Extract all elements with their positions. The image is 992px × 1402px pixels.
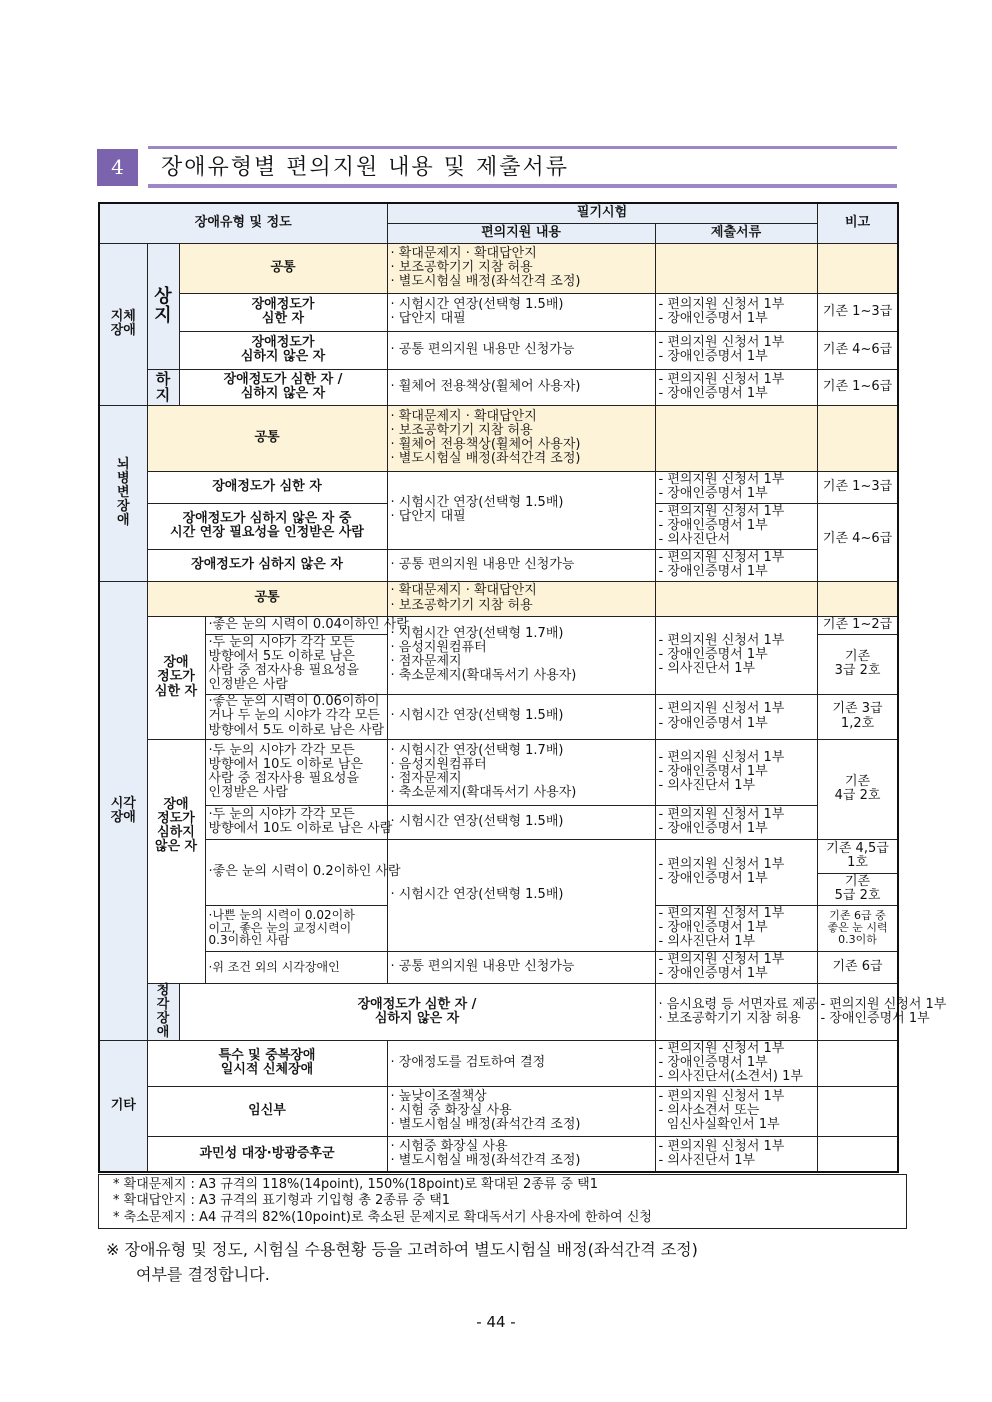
physical-common-support: · 확대문제지 · 확대답안지 · 보조공학기기 지참 허용 · 별도시험실 배정(좌석간격 조정) [387, 243, 655, 293]
physical-category: 지체 장애 [99, 243, 147, 405]
physical-mild-support: · 공통 편의지원 내용만 신청가능 [387, 331, 655, 369]
section-number: 4 [97, 149, 138, 186]
visual-severe-crit-3: ·좋은 눈의 시력이 0.06이하이 거나 두 눈의 시야가 각각 모든 방향에서 5도 이하로 남은 사람 [205, 694, 387, 739]
other-special-note [817, 1040, 898, 1086]
visual-mild-crit-3: ·좋은 눈의 시력이 0.2이하인 사람 [205, 839, 387, 905]
brain-common-label: 공통 [147, 405, 387, 471]
visual-mild-crit-4: ·나쁜 눈의 시력이 0.02이하 이고, 좋은 눈의 교정시력이 0.3이하인 사람 [205, 905, 387, 951]
other-special-support: · 장애정도를 검토하여 결정 [387, 1040, 655, 1086]
brain-mild-support: · 공통 편의지원 내용만 신청가능 [387, 549, 655, 581]
support-table [98, 202, 947, 1173]
brain-severe-support: · 시험시간 연장(선택형 1.5배) · 답안지 대필 [387, 471, 655, 549]
visual-mild-support-1: · 시험시간 연장(선택형 1.7배) · 음성지원컴퓨터 · 점자문제지 · 축소문제지(확대독서기 사용자) [387, 739, 655, 805]
header-support: 편의지원 내용 [387, 223, 655, 243]
brain-severe-note: 기존 1~3급 [817, 471, 898, 503]
visual-mild-docs-2: - 편의지원 신청서 1부 - 장애인증명서 1부 [655, 805, 817, 839]
visual-mild-docs-5: - 편의지원 신청서 1부 - 장애인증명서 1부 [655, 951, 817, 983]
other-pregnant-support: · 높낮이조절책상 · 시험 중 화장실 사용 · 별도시험실 배정(좌석간격 조정) [387, 1086, 655, 1136]
visual-severe-support-3: · 시험시간 연장(선택형 1.5배) [387, 694, 655, 739]
brain-mild-label: 장애정도가 심하지 않은 자 [147, 549, 387, 581]
physical-mild-label: 장애정도가 심하지 않은 자 [179, 331, 387, 369]
visual-mild-crit-1: ·두 눈의 시야가 각각 모든 방향에서 10도 이하로 남은 사람 중 점자사용 필요성을 인정받은 사람 [205, 739, 387, 805]
remark [106, 1238, 906, 1288]
remark-line-1: ※ 장애유형 및 정도, 시험실 수용현황 등을 고려하여 별도시험실 배정(좌석간격 조정) [106, 1240, 698, 1259]
other-bladder-note [817, 1136, 898, 1172]
header-documents: 제출서류 [655, 223, 817, 243]
visual-mild-note-3a: 기존 4,5급 1호 [817, 839, 898, 873]
footnotes [98, 1174, 907, 1229]
visual-common-docs [655, 581, 817, 616]
brain-mid-docs: - 편의지원 신청서 1부 - 장애인증명서 1부 - 의사진단서 [655, 503, 817, 549]
physical-severe-docs: - 편의지원 신청서 1부 - 장애인증명서 1부 [655, 293, 817, 331]
visual-mild-docs-1: - 편의지원 신청서 1부 - 장애인증명서 1부 - 의사진단서 1부 [655, 739, 817, 805]
visual-mild-support-3: · 시험시간 연장(선택형 1.5배) [387, 839, 655, 951]
physical-common-label: 공통 [179, 243, 387, 293]
other-bladder-label: 과민성 대장·방광증후군 [147, 1136, 387, 1172]
footnote-enlarged-paper: * 확대문제지 : A3 규격의 118%(14point), 150%(18point)로 확대된 2종류 중 택1 [113, 1177, 598, 1192]
section-header [97, 146, 897, 188]
brain-common-note [817, 405, 898, 471]
visual-mild-note-5: 기존 6급 [817, 951, 898, 983]
physical-common-docs [655, 243, 817, 293]
hearing-support: · 음시요령 등 서면자료 제공 · 보조공학기기 지참 허용 [655, 983, 817, 1040]
other-pregnant-note [817, 1086, 898, 1136]
hearing-docs: - 편의지원 신청서 1부 - 장애인증명서 1부 [817, 983, 898, 1040]
other-special-label: 특수 및 중복장애 일시적 신체장애 [147, 1040, 387, 1086]
visual-mild-docs-3: - 편의지원 신청서 1부 - 장애인증명서 1부 [655, 839, 817, 905]
other-bladder-support: · 시험중 화장실 사용 · 별도시험실 배정(좌석간격 조정) [387, 1136, 655, 1172]
visual-mild-note-3b: 기존 5급 2호 [817, 873, 898, 905]
remark-line-2: 여부를 결정합니다. [136, 1264, 270, 1284]
physical-mild-note: 기존 4~6급 [817, 331, 898, 369]
header-written-exam: 필기시험 [387, 203, 817, 223]
visual-mild-note-1: 기존 4급 2호 [817, 739, 898, 839]
physical-severe-support: · 시험시간 연장(선택형 1.5배) · 답안지 대필 [387, 293, 655, 331]
brain-severe-docs: - 편의지원 신청서 1부 - 장애인증명서 1부 [655, 471, 817, 503]
other-pregnant-docs: - 편의지원 신청서 1부 - 의사소견서 또는 임신사실확인서 1부 [655, 1086, 817, 1136]
other-category: 기타 [99, 1040, 147, 1172]
visual-common-support: · 확대문제지 · 확대답안지 · 보조공학기기 지참 허용 [387, 581, 655, 616]
visual-severe-note-2: 기존 3급 2호 [817, 634, 898, 694]
brain-common-support: · 확대문제지 · 확대답안지 · 보조공학기기 지참 허용 · 휠체어 전용책상(휠체어 사용자) · 별도시험실 배정(좌석간격 조정) [387, 405, 655, 471]
visual-mild-docs-4: - 편의지원 신청서 1부 - 장애인증명서 1부 - 의사진단서 1부 [655, 905, 817, 951]
other-bladder-docs: - 편의지원 신청서 1부 - 의사진단서 1부 [655, 1136, 817, 1172]
footnote-enlarged-answer: * 확대답안지 : A3 규격의 표기형과 기입형 총 2종류 중 택1 [113, 1193, 451, 1209]
section-rule-bottom [148, 184, 897, 188]
footnote-reduced-paper: * 축소문제지 : A4 규격의 82%(10point)로 축소된 문제지로 확대독서기 사용자에 한하여 신청 [113, 1209, 652, 1225]
visual-mild-label: 장애 정도가 심하지 않은 자 [147, 739, 205, 983]
visual-severe-support: · 시험시간 연장(선택형 1.7배) · 음성지원컴퓨터 · 점자문제지 · 축소문제지(확대독서기 사용자) [387, 616, 655, 694]
visual-mild-crit-5: ·위 조건 외의 시각장애인 [205, 951, 387, 983]
visual-severe-crit-1: ·좋은 눈의 시력이 0.04이하인 사람 [205, 616, 387, 634]
physical-upper-limb: 상 지 [147, 243, 179, 369]
brain-common-docs [655, 405, 817, 471]
physical-lower-docs: - 편의지원 신청서 1부 - 장애인증명서 1부 [655, 369, 817, 405]
visual-severe-label: 장애 정도가 심한 자 [147, 616, 205, 739]
physical-mild-docs: - 편의지원 신청서 1부 - 장애인증명서 1부 [655, 331, 817, 369]
hearing-category: 청각 장애 [147, 983, 179, 1040]
physical-lower-limb: 하 지 [147, 369, 179, 405]
other-pregnant-label: 임신부 [147, 1086, 387, 1136]
visual-severe-crit-2: ·두 눈의 시야가 각각 모든 방향에서 5도 이하로 남은 사람 중 점자사용 필요성을 인정받은 사람 [205, 634, 387, 694]
brain-category: 뇌 병 변 장 애 [99, 405, 147, 581]
visual-severe-docs-3: - 편의지원 신청서 1부 - 장애인증명서 1부 [655, 694, 817, 739]
brain-mid-note: 기존 4~6급 [817, 503, 898, 581]
header-type-degree: 장애유형 및 정도 [99, 203, 387, 243]
physical-severe-label: 장애정도가 심한 자 [179, 293, 387, 331]
brain-severe-label: 장애정도가 심한 자 [147, 471, 387, 503]
header-note: 비고 [817, 203, 898, 243]
visual-common-label: 공통 [147, 581, 387, 616]
section-rule-top [148, 146, 897, 149]
visual-mild-crit-2: ·두 눈의 시야가 각각 모든 방향에서 10도 이하로 남은 사람 [205, 805, 387, 839]
hearing-label: 장애정도가 심한 자 / 심하지 않은 자 [179, 983, 655, 1040]
physical-severe-note: 기존 1~3급 [817, 293, 898, 331]
other-special-docs: - 편의지원 신청서 1부 - 장애인증명서 1부 - 의사진단서(소견서) 1부 [655, 1040, 817, 1086]
visual-mild-note-4: 기존 6급 중 좋은 눈 시력 0.3이하 [817, 905, 898, 951]
brain-mild-docs: - 편의지원 신청서 1부 - 장애인증명서 1부 [655, 549, 817, 581]
section-title: 장애유형별 편의지원 내용 및 제출서류 [161, 155, 570, 180]
visual-mild-support-5: · 공통 편의지원 내용만 신청가능 [387, 951, 655, 983]
visual-mild-support-2: · 시험시간 연장(선택형 1.5배) [387, 805, 655, 839]
physical-lower-note: 기존 1~6급 [817, 369, 898, 405]
brain-mid-label: 장애정도가 심하지 않은 자 중 시간 연장 필요성을 인정받은 사람 [147, 503, 387, 549]
physical-lower-label: 장애정도가 심한 자 / 심하지 않은 자 [179, 369, 387, 405]
physical-lower-support: · 휠체어 전용책상(휠체어 사용자) [387, 369, 655, 405]
visual-severe-note-1: 기존 1~2급 [817, 616, 898, 634]
page-number: - 44 - [476, 1313, 516, 1331]
physical-common-note [817, 243, 898, 293]
visual-category: 시각 장애 [99, 581, 147, 1040]
visual-severe-docs: - 편의지원 신청서 1부 - 장애인증명서 1부 - 의사진단서 1부 [655, 616, 817, 694]
visual-severe-note-3: 기존 3급 1,2호 [817, 694, 898, 739]
visual-common-note [817, 581, 898, 616]
